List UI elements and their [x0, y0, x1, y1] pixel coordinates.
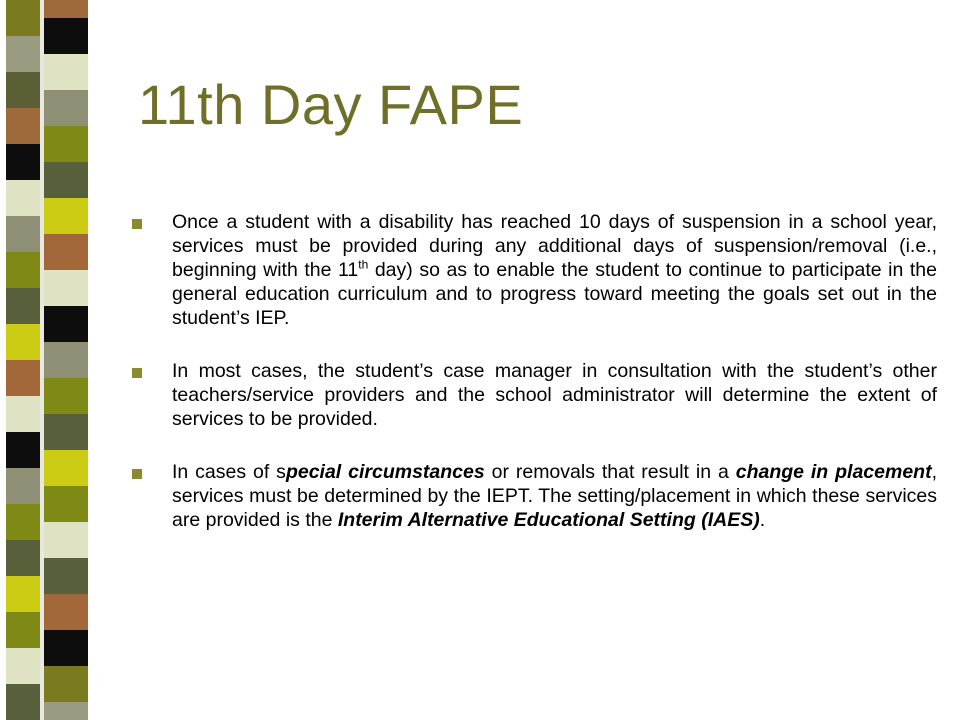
stripe-block: [6, 72, 40, 108]
stripe-block: [44, 306, 88, 342]
stripe-block: [44, 702, 88, 720]
stripe-block: [44, 558, 88, 594]
bullet-3-emphasis-special-circumstances: pecial circumstances: [285, 461, 485, 483]
stripe-block: [6, 648, 40, 684]
bullet-item-1: [132, 210, 937, 330]
stripe-block: [6, 396, 40, 432]
stripe-block: [44, 0, 88, 18]
stripe-block: [6, 216, 40, 252]
stripe-block: [44, 54, 88, 90]
stripe-block: [6, 180, 40, 216]
bullet-3-text-d: .: [759, 509, 766, 531]
stripe-block: [44, 666, 88, 702]
stripe-block: [44, 90, 88, 126]
stripe-separator: [40, 0, 44, 720]
bullet-2-text: In most cases, the student’s case manager in consultation with the student’s other teachers/service providers and the school administrator will determine the extent of services to be provided.: [172, 360, 937, 430]
stripe-block: [6, 324, 40, 360]
stripe-block: [44, 18, 88, 54]
bullet-3-emphasis-iaes: Interim Alternative Educational Setting (IAES): [337, 509, 760, 531]
stripe-block: [6, 432, 40, 468]
bullet-list: [132, 210, 937, 561]
stripe-block: [44, 414, 88, 450]
stripe-block: [6, 612, 40, 648]
stripe-block: [6, 468, 40, 504]
stripe-block: [6, 144, 40, 180]
bullet-3-text-a: In cases of s: [172, 461, 286, 483]
stripe-block: [44, 342, 88, 378]
stripe-block: [44, 594, 88, 630]
decorative-stripe-bar: [0, 0, 110, 720]
stripe-block: [6, 360, 40, 396]
stripe-block: [44, 270, 88, 306]
bullet-3-text-c: , services must be determined by the IEPT. The setting/placement in which these services are provided is the: [172, 461, 938, 531]
bullet-1-text-b: day) so as to enable the student to continue to participate in the general education curriculum and to progress toward meeting the goals set out in the student’s IEP.: [172, 259, 937, 329]
stripe-pattern: [0, 0, 110, 720]
stripe-block: [44, 450, 88, 486]
stripe-block: [6, 0, 40, 36]
stripe-block: [44, 630, 88, 666]
stripe-block: [6, 504, 40, 540]
stripe-block: [44, 162, 88, 198]
square-bullet-icon: [132, 469, 142, 479]
bullet-3-emphasis-change-in-placement: change in placement: [735, 461, 932, 483]
bullet-1-superscript: th: [358, 257, 369, 272]
stripe-block: [6, 540, 40, 576]
stripe-block: [6, 252, 40, 288]
stripe-block: [6, 108, 40, 144]
bullet-item-3: [132, 460, 937, 532]
bullet-1-text-a: Once a student with a disability has reached 10 days of suspension in a school year, services must be provided during any additional days of suspension/removal (i.e., beginning with the 11: [172, 211, 937, 281]
stripe-block: [6, 36, 40, 72]
stripe-block: [44, 234, 88, 270]
bullet-3-text-b: or removals that result in a: [484, 461, 736, 483]
stripe-block: [44, 378, 88, 414]
square-bullet-icon: [132, 368, 142, 378]
stripe-block: [6, 288, 40, 324]
stripe-block: [44, 198, 88, 234]
square-bullet-icon: [132, 219, 142, 229]
slide-title: 11th Day FAPE: [138, 73, 524, 136]
stripe-block: [6, 576, 40, 612]
stripe-block: [6, 684, 40, 720]
stripe-block: [44, 486, 88, 522]
bullet-item-2: [132, 359, 937, 431]
stripe-block: [44, 126, 88, 162]
stripe-block: [44, 522, 88, 558]
